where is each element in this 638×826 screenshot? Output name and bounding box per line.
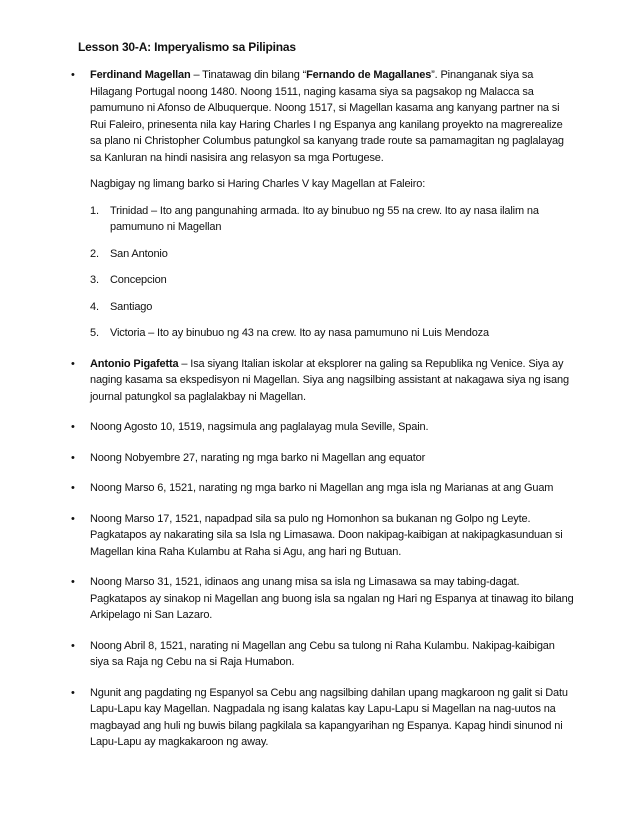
list-item-ship: 2. San Antonio [90,247,168,260]
magellan-alias: Fernando de Magallanes [306,69,432,81]
list-item: • Noong Marso 6, 1521, narating ng mga barko ni Magellan ang mga isla ng Marianas at ang Guam [78,480,576,497]
bullet-icon: • [71,512,75,525]
page-title: Lesson 30-A: Imperyalismo sa Pilipinas [78,40,296,54]
list-item-ship: 3. Concepcion [90,274,167,286]
bullet-icon: • [71,69,75,81]
bullet-icon: • [71,421,75,433]
list-item-pigafetta: • Antonio Pigafetta – Isa siyang Italian iskolar at eksplorer na galing sa Republika ng Venice. Siya ay naging kasama sa ekspedisyon ni Magellan. Siya ang nagsilbing assistant at nakagawa siya ng isang journal patungkol sa paglalakbay ni Magellan. [71,357,569,403]
bullet-icon: • [71,639,75,652]
bullet-icon: • [71,576,75,588]
ships-list [90,203,576,342]
bullet-icon: • [71,357,75,370]
magellan-name: Ferdinand Magellan [90,69,191,81]
bullet-list [71,67,576,751]
list-item: • Noong Nobyembre 27, narating ng mga barko ni Magellan ang equator [78,450,576,467]
list-item-ship: 5. Victoria – Ito ay binubuo ng 43 na crew. Ito ay nasa pamumuno ni Luis Mendoza [90,327,489,339]
list-item-ship: 1. Trinidad – Ito ang pangunahing armada. Ito ay binubuo ng 55 na crew. Ito ay nasa ilalim na pamumuno ni Magellan [90,204,539,233]
bullet-icon: • [71,451,75,464]
magellan-paragraph: Ferdinand Magellan – Tinatawag din bilang “Fernando de Magallanes”. Pinanganak siya sa Hilagang Portugal noong 1480. Noong 1511, naging kasama siya sa pagsakop ng Malacca sa pamumuno ni Afonso de Albuquerque. Noong 1517, si Magellan kasama ang kanyang partner na si Rui Faleiro, prinesenta nila kay Haring Charles I ng Espanya ang kanilang proyekto na magrerealize sa plano ni Christopher Columbus patungkol sa kanyang trade route sa pamamagitan ng paglalayag sa Kanluran na hindi nasisira ang relasyon sa mga Portugese. [90,69,564,164]
bullet-icon: • [71,482,75,494]
list-item: • Noong Marso 17, 1521, napadpad sila sa pulo ng Homonhon sa bukanan ng Golpo ng Leyte. Pagkatapos ay nakarating sila sa Isla ng Limasawa. Doon nakipag-kaibigan at nakipagkasunduan si Magellan kina Raha Kulambu at Raha si Agu, ang hari ng Butuan. [71,512,563,558]
list-item-magellan [71,67,576,342]
list-item: • Noong Marso 31, 1521, idinaos ang unang misa sa isla ng Limasawa sa may tabing-dagat. Pagkatapos ay sinakop ni Magellan ang buong isla sa ngalan ng Hari ng Espanya at tinawag ito bilang Arkipelago ni San Lazaro. [71,576,574,621]
bullet-icon: • [71,686,75,699]
ships-intro: Nagbigay ng limang barko si Haring Charles V kay Magellan at Faleiro: [90,178,426,190]
list-item: • Ngunit ang pagdating ng Espanyol sa Cebu ang nagsilbing dahilan upang magkaroon ng galit si Datu Lapu-Lapu kay Magellan. Nagpadala ng isang kalatas kay Lapu-Lapu si Magellan na nag-uutos na magbayad ang huli ng buwis bilang pagkilala sa kapangyarihan ng Espanya. Kapag hindi sinunod ni Lapu-Lapu ay magkakaroon ng away. [71,686,568,748]
list-item: • Noong Agosto 10, 1519, nagsimula ang paglalayag mula Seville, Spain. [78,419,576,436]
pigafetta-name: Antonio Pigafetta [90,357,179,370]
list-item-ship: 4. Santiago [90,300,153,313]
list-item: • Noong Abril 8, 1521, narating ni Magellan ang Cebu sa tulong ni Raha Kulambu. Nakipag-kaibigan siya sa Raja ng Cebu na si Raja Humabon. [71,639,555,668]
